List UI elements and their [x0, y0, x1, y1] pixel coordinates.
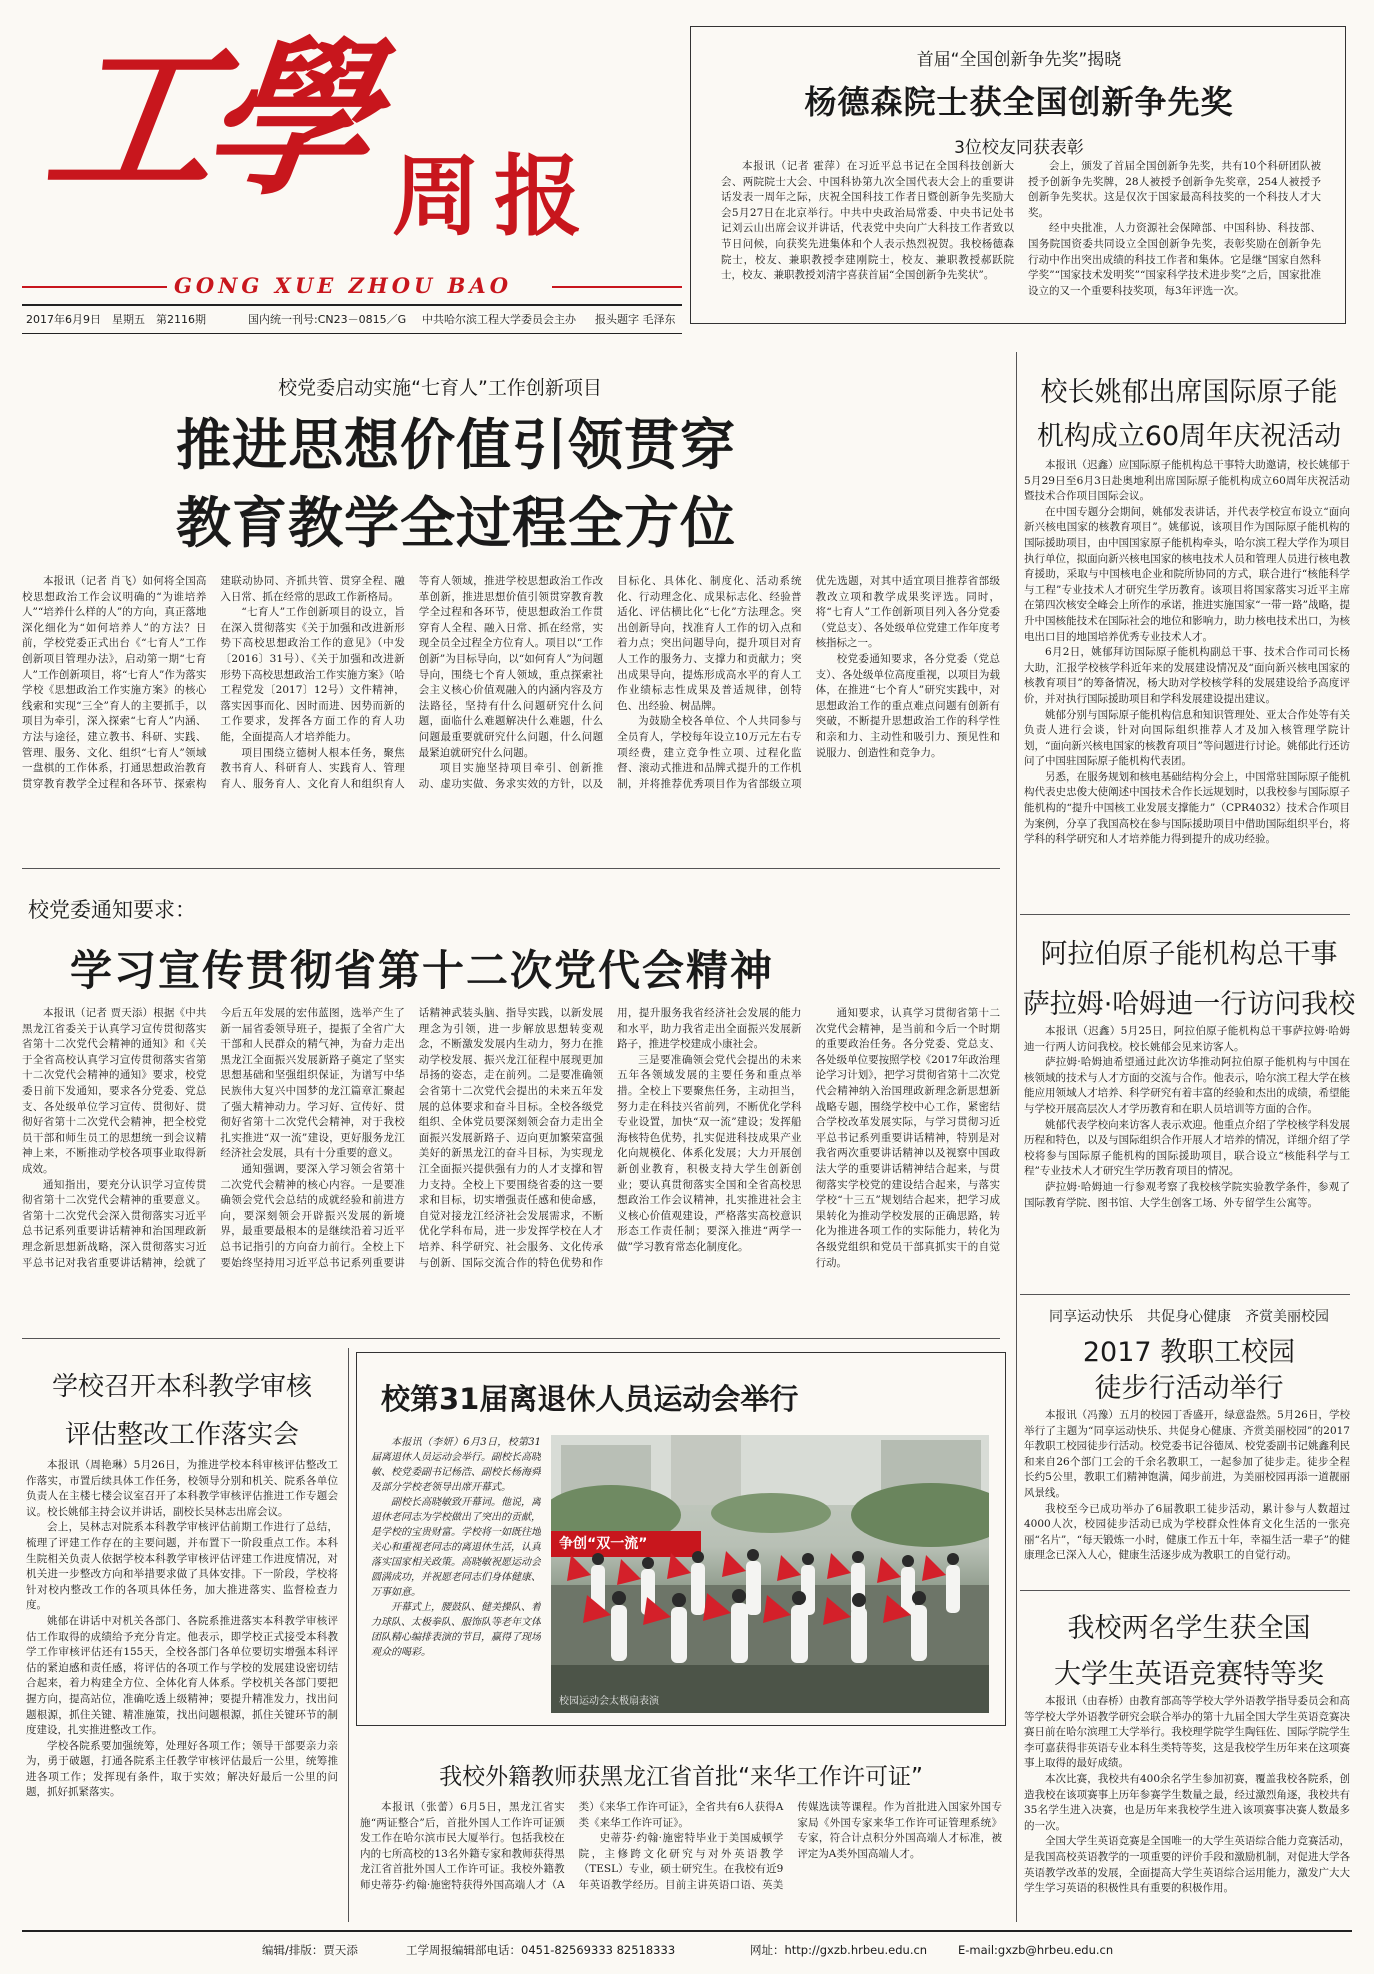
yao-story-headline-line1: 校长姚郁出席国际原子能 [1040, 377, 1338, 408]
paragraph: 本报讯（冯豫）五月的校园丁香盛开，绿意盎然。5月26日，学校举行了主题为“同享运动快乐、共促身心健康、齐赏美丽校园”的2017年教职工校园徒步行活动。校党委书记谷德凤、校党委副书记姚鑫利民和来自26个部门工会的千余名教职工，一起参加了徒步走。徒步全程长约5公里，教职工们精神饱满，闻步前进，为美丽校园再添一道靓丽风景线。 [1024, 1409, 1350, 1499]
right-column-divider [1016, 352, 1017, 1922]
paragraph: 另悉，在服务规划和核电基础结构分会上，中国常驻国际原子能机构代表史忠俊大使阐述中国技术合作长远规划时，以我校参与国际原子能机构的“提升中国核工业发展支撑能力”（CPR4032）技术合作项目为案例，分享了我国高校在参与国际援助项目中借助国际组织平台，将学科的科学研究和人才培养能力得到提升的成功经验。 [1024, 770, 1350, 846]
sports-photo [551, 1435, 989, 1713]
masthead-info-top-rule [22, 304, 682, 306]
yao-story-body [1024, 458, 1350, 904]
top-story-headline: 杨德森院士获全国创新争先奖 [804, 83, 1234, 121]
paragraph: 本次比赛，我校共有400余名学生参加初赛，覆盖我校各院系，创造我校在该项赛事上历年参赛学生数量之最，经过激烈角逐，我校共有35名学生进入决赛，也是历年来我校学生进入该项赛事决赛人数最多的一次。 [1024, 1772, 1350, 1832]
top-story-box [690, 26, 1346, 324]
bk-story-headline-line2: 评估整改工作落实会 [64, 1420, 299, 1450]
paragraph: 三是要准确领会党代会提出的未来五年各领域发展的主要任务和重点举措。全校上下要聚焦任务，主动担当，努力走在科技兴省前列，不断优化学科专业设置，加快“双一流”建设；发挥船海核特色优势，扎实促进科技成果产业化向规模化、体系化发展；大力开展创新创业教育，积极支持大学生创新创业；要认真贯彻落实全国和全省高校思想政治工作会议精神，扎实推进社会主义核心价值观建设，严格落实高校意识形态工作责任制；要深入推进“两学一做”学习教育常态化制度化。 [617, 1053, 802, 1253]
masthead-pinyin-rule-right [552, 286, 682, 288]
english-story-headline-line2: 大学生英语竞赛特等奖 [1054, 1659, 1324, 1690]
top-story-body [721, 159, 1321, 319]
paragraph: 项目实施坚持项目牵引、创新推动、虚功实做、务求实效的方针，以及目标化、具体化、制度化、活动系统化、行动理念化、成果标志化、经验普适化、评估横比化“七化”方法理念。突出创新导向，找准育人工作的切入点和着力点；突出问题导向，提升项目对育人工作的服务力、支撑力和贡献力；突出成果导向，提炼形成高水平的育人工作业绩标志性成果及普适规律，创特色、出经验、树品牌。 [418, 575, 802, 790]
paragraph: 姚郁代表学校向来访客人表示欢迎。他重点介绍了学校核学科发展历程和特色，以及与国际组织合作开展人才培养的情况，详细介绍了学校将参与国际原子能机构的国际援助项目，联合设立“核能科学与工程”专业技术人才研究生学历教育项目的情况。 [1024, 1118, 1350, 1178]
english-story-body [1024, 1694, 1350, 1916]
notice-story-headline: 学习宣传贯彻省第十二次党代会精神 [70, 946, 775, 995]
footer-rule [22, 1930, 1352, 1932]
paragraph: 开幕式上，腰鼓队、健美操队、着力球队、太极拳队、服饰队等老年文体团队精心编排表演的节目，赢得了现场观众的喝彩。 [371, 1602, 541, 1658]
paragraph: 会上，吴林志对院系本科教学审核评估前期工作进行了总结，梳理了评建工作存在的主要问题，并布置下一阶段重点工作。本科生院相关负责人依据学校本科教学审核评估评建工作进度情况，对机关进一步整改方向和举措要求做了具体安排。下一阶段，学校将针对校内整改工作的各项具体任务，加大推进落实、监督检查力度。 [26, 1521, 338, 1612]
issue-date: 2017年6月9日 星期五 第2116期 [26, 313, 206, 326]
arab-story-headline-line2: 萨拉姆·哈姆迪一行访问我校 [1022, 989, 1356, 1020]
paragraph: 通知要求，认真学习贯彻省第十二次党代会精神，是当前和今后一个时期的重要政治任务。各分党委、党总支、各处级单位要按照学校《2017年政治理论学习计划》，把学习贯彻省第十二次党代会精神纳入治国理政新理念新思想新战略专题，围绕学校中心工作，紧密结合学校改革发展实际，与学习贯彻习近平总书记系列重要讲话精神，特别是对我省两次重要讲话精神以及视察中国政法大学的重要讲话精神结合起来，与贯彻落实学校党的建设结合起来，与落实学校“十三五”规划结合起来，把学习成果转化为推动学校发展的正确思路，转化为推进各项工作的实际能力，转化为各级党组织和党员干部真抓实干的自觉行动。 [815, 1007, 1000, 1269]
sports-story-headline: 校第31届离退休人员运动会举行 [381, 1382, 799, 1416]
bk-story-body [26, 1458, 338, 1914]
footer-editor: 编辑/排版：贾天添 [262, 1943, 358, 1957]
footer [22, 1940, 1352, 1960]
footer-phone: 工学周报编辑部电话：0451-82569333 82518333 [406, 1943, 676, 1957]
divider [22, 868, 1000, 869]
paragraph: 本报讯（周艳琳）5月26日，为推进学校本科审核评估整改工作落实，市置后续具体工作任务，校领导分别和机关、院系各单位负责人在主楼七楼会议室召开了本科教学审核评估推进工作专题会议。校长姚郁主持会议并讲话，副校长吴林志出席会议。 [26, 1459, 338, 1518]
masthead-info-bar [22, 309, 682, 331]
paragraph: 本报讯（迟鑫）应国际原子能机构总干事特大助邀请，校长姚郁于5月29日至6月3日赴奥地利出席国际原子能机构成立60周年庆祝活动暨技术合作项目国际会议。 [1024, 459, 1350, 503]
masthead-calligraphy: 工學 [36, 20, 376, 218]
top-story-kicker: 首届“全国创新争先奖”揭晓 [916, 50, 1122, 70]
paragraph: 姚郁在讲话中对机关各部门、各院系推进落实本科教学审核评估工作取得的成绩给予充分肯定。他表示，即学校正式接受本科教学工作审核评估还有155天，全校各部门各单位要切实增强本科评估的紧迫感和责任感，将评估的各项工作与学校的发展建设密切结合起来，着力构建全方位、全体化育人体系。学校机关各部门要把握方向，提高站位，准确吃透上级精神；要提升精准发力，找出问题根源，抓住关键、精准施策，找出问题根源，抓住关键环节的制度建设，扎实推进整改工作。 [26, 1614, 338, 1737]
arab-story-headline-line1: 阿拉伯原子能机构总干事 [1040, 939, 1338, 970]
sports-story-box [356, 1352, 1006, 1726]
paragraph: “七育人”工作创新项目的设立，旨在深入贯彻落实《关于加强和改进新形势下高校思想政治工作的意见》（中发〔2016〕31号）、《关于加强和改进新形势下高校思想政治工作实施方案》（哈工程党发〔2017〕12号）文件精神，落实因事而化、因时而进、因势而新的工作要求，发挥各方面工作的育人功能，全面提高人才培养能力。 [220, 606, 405, 743]
masthead-title: 周报 [392, 144, 597, 248]
divider [22, 1338, 1000, 1339]
divider [1020, 1590, 1350, 1591]
cn-number: 国内统一刊号:CN23－0815／G [248, 313, 407, 326]
paragraph: 项目围绕立德树人根本任务，聚焦教书育人、科研育人、实践育人、管理育人、服务育人、文化育人和组织育人等育人领域，推进学校思想政治工作改革创新，推进思想价值引领贯穿教育教学全过程和各环节，使思想政治工作贯穿育人全程、融入日常、抓在经常，实现全员全过程全方位育人。项目以“工作创新”为目标导向，以“如何育人”为问题导向，围绕七个育人领域，重点探索社会主义核心价值观融入的内涵内容及方法路径，坚持有什么问题研究什么问题，面临什么难题解决什么难题，什么问题最重要就研究什么问题，什么问题最紧迫就研究什么问题。 [220, 575, 604, 790]
footer-website: 网址：http://gxzb.hrbeu.edu.cn [750, 1943, 928, 1957]
paragraph: 萨拉姆·哈姆迪一行参观考察了我校核学院实验教学条件，参观了国际教育学院、图书馆、大学生创客工场、外专留学生公寓等。 [1024, 1180, 1350, 1209]
notice-story-kicker: 校党委通知要求： [28, 898, 196, 922]
paragraph: 本报讯（李妍）6月3日，校第31届离退休人员运动会举行。副校长高晓敏、校党委副书记杨浩、副校长杨海舜及部分学校老领导出席开幕式。 [371, 1437, 541, 1493]
notice-story-body [22, 1006, 1000, 1326]
english-story-headline-line1: 我校两名学生获全国 [1067, 1613, 1311, 1644]
bk-story-headline-line1: 学校召开本科教学审核 [51, 1372, 312, 1402]
paragraph: 经中央批准，人力资源社会保障部、中国科协、科技部、国务院国资委共同设立全国创新争先奖，表彰奖励在创新争先行动中作出突出成绩的科技工作者和集体。它是继“国家自然科学奖”“国家技术发明奖”“国家科学技术进步奖”之后，国家批准设立的又一个重要科技奖项，每3年评选一次。 [1028, 222, 1321, 297]
paragraph: 我校至今已成功举办了6届教职工徒步活动，累计参与人数超过4000人次，校园徒步活动已成为学校群众性体育文化生活的一张亮丽“名片”，“每天锻炼一小时，健康工作五十年，幸福生活一辈子”的健康理念已深入人心，健康生活逐步成为教职工的自觉行动。 [1024, 1502, 1350, 1562]
lead-story-kicker: 校党委启动实施“七育人”工作创新项目 [278, 377, 602, 399]
foreign-story-body [360, 1800, 1002, 1916]
paragraph: 本报讯（记者 霍萍）在习近平总书记在全国科技创新大会、两院院士大会、中国科协第九次全国代表大会上的重要讲话发表一周年之际，庆祝全国科技工作者日暨创新争先奖励大会5月27日在北京举行。中共中央政治局常委、中央书记处书记刘云山出席会议并讲话，代表党中央向广大科技工作者致以节日问候，向获奖先进集体和个人表示热烈祝贺。我校杨德森院士，校友、兼职教授李建刚院士，校友、兼职教授郝跃院士，校友、兼职教授刘清宇喜获首届“全国创新争先奖状”。 [721, 160, 1014, 282]
paragraph: 副校长高晓敏致开幕词。他说，离退休老同志为学校做出了突出的贡献，是学校的宝贵财富。学校将一如既往地关心和重视老同志的离退休生活，认真落实国家相关政策。高晓敏祝愿运动会圆满成功，并祝愿老同志们身体健康、万事如意。 [371, 1497, 541, 1598]
paragraph: 本报讯（由春桥）由教育部高等学校大学外语教学指导委员会和高等学校大学外语教学研究会联合举办的第十九届全国大学生英语竞赛决赛日前在哈尔滨理工大学举行。我校理学院学生陶钰佐、国际学院学生李可嘉获得非英语专业本科生类特等奖，这是我校学生历年来在这项赛事上取得的最好成绩。 [1024, 1695, 1350, 1770]
paragraph: 萨拉姆·哈姆迪希望通过此次访华推动阿拉伯原子能机构与中国在核领域的技术与人才方面的交流与合作。他表示，哈尔滨工程大学在核能应用领域人才培养、科学研究有着丰富的经验和杰出的成绩，希望能与学校开展高层次人才学历教育和在职人员培训等方面的合作。 [1024, 1056, 1350, 1115]
paragraph: 本报讯（记者 肖飞）如何将全国高校思想政治工作会议明确的“为谁培养人”“培养什么样的人”的方向，真正落地深化细化为“如何培养人”的方法？日前，学校党委正式出台《“七育人”工作创新项目管理办法》，启动第一期“七育人”工作创新项目，将“七育人”作为落实学校《思想政治工作实施方案》的核心线索和实现“三全”育人的主要抓手，以项目为牵引，深入探索“七育人”内涵、方法与途径，建立教书、科研、实践、管理、服务、文化、组织“七育人”领域一盘棋的工作体系，打通思想政治教育贯穿教育教学全过程和各环节、探索构建联动协同、齐抓共管、贯穿全程、融入日常、抓在经常的思政工作新格局。 [22, 575, 405, 790]
paragraph: 在中国专题分会期间，姚郁发表讲话，并代表学校宣布设立“面向新兴核电国家的核教育项目”。姚郁说，该项目作为国际原子能机构的国际援助项目，由中国国家原子能机构牵头，哈尔滨工程大学作为项目执行单位，拟面向新兴核电国家的核电技术人员和管理人员进行核电教育援助，采取与中国核电企业和院所协同的方式，联合进行“核能科学与工程”专业技术人才研究生学历教育。该项目将国家落实习近平主席在第四次核安全峰会上所作的承诺，推进实施国家“一带一路”战略，提升中国核能技术在国际社会的地位和影响力，助力核电技术出口，为核电出口目的地国培养优秀专业技术人才。 [1024, 505, 1350, 643]
sports-story-body [371, 1435, 541, 1717]
foreign-story-headline: 我校外籍教师获黑龙江省首批“来华工作许可证” [439, 1764, 923, 1790]
sports-photo-banner: 争创“双一流” [559, 1536, 648, 1552]
masthead [22, 18, 682, 298]
paragraph: 史蒂芬·约翰·施密特毕业于美国威顿学院，主修跨文化研究与对外英语教学（TESL）专业，硕士研究生。在我校有近9年英语教学经历。目前主讲英语口语、英美传媒选读等课程。作为首批进入国家外国专家局《外国专家来华工作许可证管理系统》专家，符合计点积分外国高端人才标准，被评定为A类外国高端人才。 [578, 1801, 1002, 1891]
paragraph: 姚郁分别与国际原子能机构信息和知识管理处、亚太合作处等有关负责人进行会谈，针对向国际组织推荐人才及加入核管理学院计划，“面向新兴核电国家的核教育项目”等问题进行讨论。姚郁此行还访问了中国驻国际原子能机构代表团。 [1024, 708, 1350, 768]
lead-story-headline-line2: 教育教学全过程全方位 [176, 490, 737, 555]
lead-story-headline-line1: 推进思想价值引领贯穿 [176, 412, 737, 477]
feng-story-headline-line2: 徒步行活动举行 [1094, 1373, 1284, 1404]
arab-story-body [1024, 1024, 1350, 1286]
sponsor: 中共哈尔滨工程大学委员会主办 [422, 313, 576, 326]
paragraph: 通知强调，要深入学习领会省第十二次党代会精神的核心内容。一是要准确领会党代会总结的成就经验和前进方向，要深刻领会开辟振兴发展的新境界，最重要最根本的是继续沿着习近平总书记指引的方向奋力前行。全校上下要始终坚持用习近平总书记系列重要讲话精神武装头脑、指导实践，以新发展理念为引领，进一步解放思想转变观念，不断激发发展内生动力，努力在推动学校发展、振兴龙江征程中展现更加昂扬的姿态，走在前列。二是要准确领会省第十二次党代会提出的未来五年发展的总体要求和奋斗目标。全校各级党组织、全体党员要深刻领会奋力走出全面振兴发展新路子、迈向更加繁荣富强美好的新黑龙江的奋斗目标，为实现龙江全面振兴提供强有力的人才支撑和智力支持。全校上下要围绕省委的这一要求和目标，切实增强责任感和使命感，自觉对接龙江经济社会发展需求，不断优化学科布局，进一步发挥学校在人才培养、科学研究、社会服务、文化传承与创新、国际交流合作的特色优势和作用，提升服务我省经济社会发展的能力和水平，助力我省走出全面振兴发展新路子，推进学校建成小康社会。 [220, 1007, 802, 1269]
paragraph: 本报讯（张蕾）6月5日，黑龙江省实施“两证整合”后，首批外国人工作许可证颁发工作在哈尔滨市民大厦举行。包括我校在内的七所高校的13名外籍专家和教师获得黑龙江省首批外国人工作许可证。我校外籍教师史蒂芬·约翰·施密特获得外国高端人才（A类）《来华工作许可证》，全省共有6人获得A类《来华工作许可证》。 [360, 1801, 784, 1891]
paragraph: 全国大学生英语竞赛是全国唯一的大学生英语综合能力竞赛活动，是我国高校英语教学的一项重要的评价手段和激励机制，对促进大学各英语教学改革的发展，全面提高大学生英语综合运用能力，激发广大大学生学习英语的积极性具有重要的积极作用。 [1024, 1835, 1350, 1895]
masthead-pinyin-rule-left [22, 286, 167, 288]
paragraph: 6月2日，姚郁拜访国际原子能机构副总干事、技术合作司司长杨大助，汇报学校核学科近年来的发展建设情况及“面向新兴核电国家的核教育项目”的筹备情况，杨大助对学校核学科的发展建设给予高度评价，并对执行国际援助项目和学科发展建设提出建议。 [1024, 646, 1350, 705]
feng-story-kicker: 同享运动快乐 共促身心健康 齐赏美丽校园 [1049, 1309, 1329, 1325]
top-story-subhead: 3位校友同获表彰 [954, 138, 1084, 158]
paragraph: 本报讯（记者 贾天添）根据《中共黑龙江省委关于认真学习宣传贯彻落实省第十二次党代会精神的通知》和《关于全省高校认真学习宣传贯彻落实省第十二次党代会精神的通知》要求，校党委日前下发通知，要求各分党委、党总支、各处级单位学习宣传、贯彻好、贯彻好省第十二次党代会精神，把全校党员干部和师生员工的思想统一到会议精神上来，不断推动学校各项事业取得新成效。 [22, 1007, 207, 1175]
paragraph: 为鼓励全校各单位、个人共同参与全员育人，学校每年设立10万元左右专项经费，建立竞争性立项、过程化监督、滚动式推进和品牌式提升的工作机制，并将推荐优秀项目作为省部级立项优先选题，对其中适宜项目推荐省部级教改立项和教学成果奖评选。同时，将“七育人”工作创新项目列入各分党委（党总支）、各处级单位党建工作年度考核指标之一。 [617, 575, 1000, 790]
divider [1020, 1294, 1350, 1295]
masthead-pinyin: GONG XUE ZHOU BAO [174, 273, 513, 298]
lead-story-body [22, 574, 1000, 856]
footer-email: E-mail:gxzb@hrbeu.edu.cn [958, 1943, 1114, 1957]
paragraph: 会上，颁发了首届全国创新争先奖，共有10个科研团队被授予创新争先奖牌，28人被授予创新争先奖章，254人被授予创新争先奖状。这是仅次于国家最高科技奖的一个科技人才大奖。 [1028, 160, 1321, 219]
inscription: 报头题字 毛泽东 [595, 313, 676, 326]
divider [348, 1348, 349, 1922]
paragraph: 校党委通知要求，各分党委（党总支）、各处级单位高度重视，以项目为载体，在推进“七个育人”研究实践中，对思想政治工作的重点难点问题有创新有突破，不断提升思想政治工作的科学性和亲和力、主动性和吸引力、预见性和说服力、创造性和竞争力。 [815, 652, 1000, 759]
paragraph: 本报讯（迟鑫）5月25日，阿拉伯原子能机构总干事萨拉姆·哈姆迪一行两人访问我校。校长姚郁会见来访客人。 [1024, 1025, 1350, 1053]
divider [1020, 914, 1350, 915]
feng-story-body [1024, 1408, 1350, 1580]
yao-story-headline-line2: 机构成立60周年庆祝活动 [1036, 421, 1342, 452]
sports-photo-illustration [551, 1435, 989, 1713]
paragraph: 学校各院系要加强统筹，处理好各项工作；领导干部要亲力亲为，勇于破题，打通各院系主任教学审核评估最后一公里，统筹推进各项工作；发挥现有条件，取于实效；解决好最后一公里的问题，抓好抓紧落实。 [26, 1739, 338, 1799]
masthead-info-bottom-rule [22, 333, 682, 334]
feng-story-headline-line1: 2017 教职工校园 [1082, 1337, 1296, 1368]
sports-photo-caption: 校园运动会太极扇表演 [559, 1696, 659, 1707]
paragraph: 通知指出，要充分认识学习宣传贯彻省第十二次党代会精神的重要意义。省第十二次党代会深入贯彻落实习近平总书记系列重要讲话精神和治国理政新理念新思想新战略，深入贯彻落实习近平总书记对我省重要讲话精神，绘就了今后五年发展的宏伟蓝图，选举产生了新一届省委领导班子，提振了全省广大干部和人民群众的精气神，为奋力走出黑龙江全面振兴发展新路子奠定了坚实思想基础和坚强组织保证，为谱写中华民族伟大复兴中国梦的龙江篇章汇聚起了强大精神动力。学习好、宣传好、贯彻好省第十二次党代会精神，对于我校扎实推进“双一流”建设，更好服务龙江经济社会发展，具有十分重要的意义。 [22, 1007, 405, 1269]
